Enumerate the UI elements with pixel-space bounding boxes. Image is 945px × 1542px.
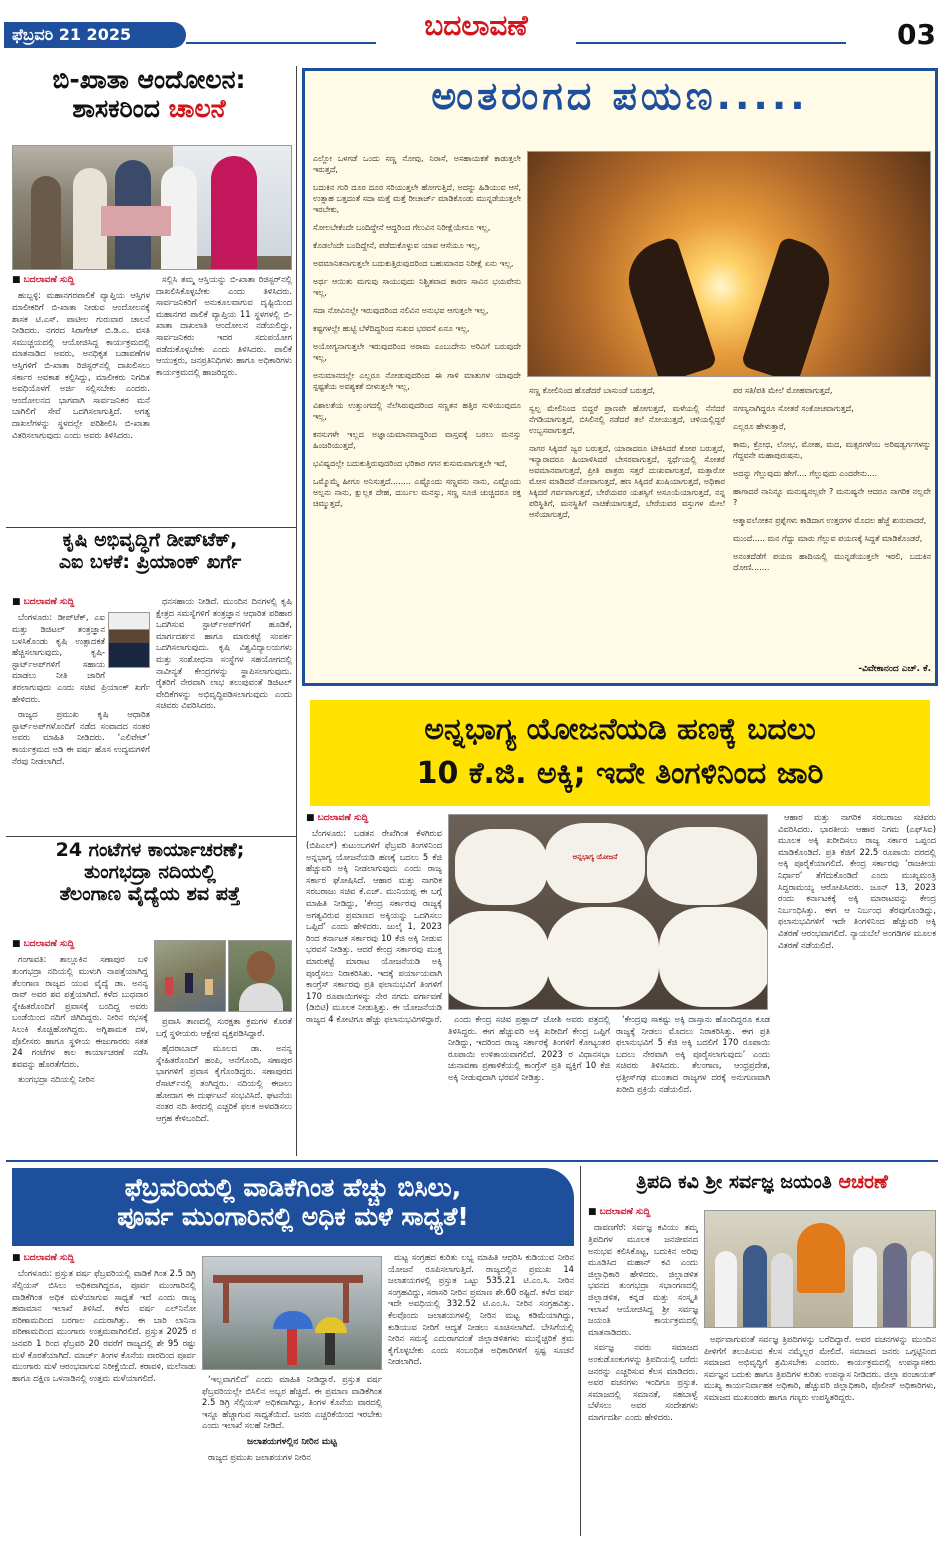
poem-col-3: ಪರ ಸತಿ/ಪತಿ ಮೇಲೆ ಮೋಹವಾಗುತ್ತದೆ, ನಗಣ್ಯನಾಗಿದ್ದರೂ ಸೋತರೆ ಸಂಕೋಚವಾಗುತ್ತದೆ, ಎಲ್ಲರೂ ಹೇಳುತ್ತಾರೆ, ಕಾಮ, ಕ್ರೋಧ, ಲೋಭ, ಮೋಹ, ಮದ, ಮತ್ಸರಗಳೆಂಬ ಅರಿಷಡ್ವರ್ಗಗಳನ್ನು ಗೆದ್ದವನೇ ಮಹಾಪುರುಷನು, ಅದನ್ನು ಗೆಲ್ಲುವುದು ಹೇಗೆ.... ಗೆಲ್ಲುವುದು ಎಂದರೇನು.... ಹಾಗಾದರೆ ನಾನಿನ್ನೂ ಮನುಷ್ಯನಲ್ಲವೇ ? ಮನುಷ್ಯನೇ ಆದರೂ ನಾಗರಿಕ ನಲ್ಲವೇ ? ಆತ್ಮಾವಲೋಕನ ಪ್ರಶ್ನೆಗಳು ಕಾಡಿದಾಗ ಉತ್ತರಗಳ ಮೊದಲ ಹೆಜ್ಜೆ ಶುರುವಾದರೆ, ಮುಂದೆ..... ಮನ ಗೆದ್ದು ಮಾರು ಗೆಲ್ಲುವ ಪಯಣಕ್ಕೆ ಸಿದ್ದತೆ ಮಾಡಿಕೊಂಡರೆ, ಅನಂತದೆಡೆಗೆ ಪಯಣ ಹಾದಿಯಲ್ಲಿ ಮುನ್ನಡೆಯುತ್ತಲೇ ಇರಲಿ, ಬದುಕಿನ ದೋಣಿ....... bbox=[733, 386, 931, 573]
poem-col-2: ಸಣ್ಣ ಕೋಲಿನಿಂದ ಹೊಡೆದರೆ ಬಾಸುಂಡೆ ಬರುತ್ತದೆ, ಸ್ವಲ್ಪ ಮೇಲಿನಿಂದ ಬಿದ್ದರೆ ಪ್ರಾಣವೇ ಹೋಗುತ್ತದೆ, ಮಳೆಯಲ್ಲಿ ನೆನೆದರೆ ನೆಗಡಿಯಾಗುತ್ತದೆ, ಬಿಸಿಲಿನಲ್ಲಿ ನಡೆದರೆ ತಲೆ ನೋಯುತ್ತದೆ, ಚಳಿಯಲ್ಲಿದ್ದರೆ ಉಬ್ಬಸವಾಗುತ್ತದೆ, ನಾಗರ ಸಿಕ್ಕಿದರೆ ಜ್ವರ ಬರುತ್ತದೆ, ಯಾರಾದರೂ ಟೀಕಿಸಿದರೆ ಕೋಪ ಬರುತ್ತದೆ, ಇನ್ಯಾರಾದರೂ ಹಿಯಾಳಿಸಿದರೆ ಬೇಸರವಾಗುತ್ತದೆ, ಸ್ಪರ್ಧೆಯಲ್ಲಿ ಸೋತರೆ ಅವಮಾನವಾಗುತ್ತದೆ, ಪ್ರೀತಿ ಪಾತ್ರರು ಸತ್ತರೆ ದುಃಖವಾಗುತ್ತದೆ, ಮತ್ತಾರೋ ಮೋಸ ಮಾಡಿದರೆ ನೋವಾಗುತ್ತದೆ, ಹಣ ಸಿಕ್ಕಿದರೆ ಖುಷಿಯಾಗುತ್ತದೆ, ಅಧಿಕಾರ ಸಿಕ್ಕಿದರೆ ಗರ್ವವಾಗುತ್ತದೆ, ಬೇರೆಯವರ ಯಶಸ್ಸಿಗೆ ಅಸೂಯೆಯಾಗುತ್ತದೆ, ನನ್ನ ಪರಿಸ್ಥಿತಿಗೆ, ಮನಸ್ಥಿತಿಗೆ ನಾಚಿಕೆಯಾಗುತ್ತದೆ, ಬೇರೆಯವರ ವಸ್ತುಗಳ ಮೇಲೆ ಆಸೆಯಾಗುತ್ತದೆ, bbox=[529, 386, 725, 520]
poem-title: ಅಂತರಂಗದ ಪಯಣ..... bbox=[431, 74, 809, 118]
anna-bhagya-headline: ಅನ್ನಭಾಗ್ಯ ಯೋಜನೆಯಡಿ ಹಣಕ್ಕೆ ಬದಲು 10 ಕೆ.ಜಿ. ಅಕ್ಕಿ; ಇದೇ ತಿಂಗಳಿನಿಂದ ಜಾರಿ bbox=[310, 700, 930, 806]
weather-col-3: ಮಟ್ಟ ಸಂಗ್ರಹದ ಕುರಿತು ಲಭ್ಯ ಮಾಹಿತಿ ಆಧರಿಸಿ ಕುಡಿಯುವ ನೀರಿನ ಯೋಜನೆ ರೂಪಿಸಲಾಗುತ್ತಿದೆ. ರಾಜ್ಯದಲ್ಲಿನ ಪ್ರಮುಖ 14 ಜಲಾಶಯಗಳಲ್ಲಿ ಪ್ರಸ್ತುತ ಒಟ್ಟು 535.21 ಟಿ.ಎಂ.ಸಿ. ನೀರಿನ ಸಂಗ್ರಹವಿದ್ದು, ಸರಾಸರಿ ನೀರಿನ ಪ್ರಮಾಣ ಶೇ.60 ರಷ್ಟಿದೆ. ಕಳೆದ ವರ್ಷ ಇದೇ ಅವಧಿಯಲ್ಲಿ 332.52 ಟಿ.ಎಂ.ಸಿ. ನೀರಿನ ಸಂಗ್ರಹವಿತ್ತು. ಕೆಲವೊಂದು ಜಲಾಶಯಗಳಲ್ಲಿ ನೀರಿನ ಮಟ್ಟ ಕಡಿಮೆಯಾಗಿದ್ದು, ಕುಡಿಯುವ ನೀರಿಗೆ ಆದ್ಯತೆ ನೀಡಲು ಸೂಚಿಸಲಾಗಿದೆ. ಬೇಸಿಗೆಯಲ್ಲಿ ನೀರಿನ ಸಮಸ್ಯೆ ಎದುರಾಗದಂತೆ ಜಿಲ್ಲಾಡಳಿತಗಳು ಮುನ್ನೆಚ್ಚರಿಕೆ ಕ್ರಮ ಕೈಗೊಳ್ಳಬೇಕು ಎಂದು ಸಂಬಂಧಿತ ಅಧಿಕಾರಿಗಳಿಗೆ ಸ್ಪಷ್ಟ ಸೂಚನೆ ನೀಡಲಾಗಿದೆ. bbox=[388, 1252, 574, 1367]
rain-umbrellas-photo bbox=[202, 1256, 382, 1370]
minister-portrait bbox=[108, 612, 150, 668]
reservoir-subhead: ಜಲಾಶಯಗಳಲ್ಲಿನ ನೀರಿನ ಮಟ್ಟ bbox=[247, 1436, 337, 1447]
divider bbox=[6, 527, 296, 528]
sarvajna-event-photo bbox=[704, 1210, 936, 1328]
issue-date: ಫೆಬ್ರವರಿ 21 2025 bbox=[12, 25, 132, 44]
article-b-khata-headline: ಬಿ-ಖಾತಾ ಆಂದೋಲನ: ಶಾಸಕರಿಂದ ಚಾಲನೆ bbox=[52, 65, 246, 123]
anna-bhagya-col-4: ಆಹಾರ ಮತ್ತು ನಾಗರಿಕ ಸರಬರಾಜು ಸಚಿವರು ವಿವರಿಸಿದರು. ಭಾರತೀಯ ಆಹಾರ ನಿಗಮ (ಎಫ್‌ಸಿಐ) ಮೂಲಕ ಅಕ್ಕಿ ಖರೀದಿಸಲು ರಾಜ್ಯ ಸರ್ಕಾರ ಒಪ್ಪಂದ ಮಾಡಿಕೊಂಡಿದೆ. ಪ್ರತಿ ಕೆಜಿಗೆ 22.5 ರೂಪಾಯಿ ದರದಲ್ಲಿ ಅಕ್ಕಿ ಪೂರೈಕೆಯಾಗಲಿದೆ. ಕೇಂದ್ರ ಸರ್ಕಾರವು ‘ರಾಜಕೀಯ ನಿರ್ಧಾರ’ ತೆಗೆದುಕೊಂಡಿದೆ ಎಂದು ಮುಖ್ಯಮಂತ್ರಿ ಸಿದ್ದರಾಮಯ್ಯ ಆರೋಪಿಸಿದರು. ಜೂನ್ 13, 2023 ರಂದು ಕರ್ನಾಟಕಕ್ಕೆ ಅಕ್ಕಿ ಮಾರಾಟವನ್ನು ಕೇಂದ್ರ ನಿರ್ಬಂಧಿಸಿತ್ತು. ಈಗ ಆ ನಿರ್ಬಂಧ ತೆರವುಗೊಂಡಿದ್ದು, ಫಲಾನುಭವಿಗಳಿಗೆ ಇದೇ ತಿಂಗಳಿನಿಂದ ಹೆಚ್ಚುವರಿ ಅಕ್ಕಿ ವಿತರಣೆ ಆರಂಭವಾಗಲಿದೆ. ನ್ಯಾಯಬೆಲೆ ಅಂಗಡಿಗಳ ಮೂಲಕ ವಿತರಣೆ ನಡೆಯಲಿದೆ. bbox=[778, 812, 936, 950]
divider bbox=[296, 66, 297, 1156]
article-agri-tech-headline: ಕೃಷಿ ಅಭಿವೃದ್ಧಿಗೆ ಡೀಪ್‌ಟೆಕ್, ಎಐ ಬಳಕೆ: ಪ್ರಿಯಾಂಕ್ ಖರ್ಗೆ bbox=[58, 529, 242, 573]
sarvajna-col-2: ಅರ್ಥವಾಗುವಂತೆ ಸರ್ವಜ್ಞ ತ್ರಿಪದಿಗಳನ್ನು ಬರೆದಿದ್ದಾರೆ. ಅವರ ವಚನಗಳನ್ನು ಮುಂದಿನ ಪೀಳಿಗೆಗೆ ತಲುಪಿಸುವ ಕೆಲಸ ನಮ್ಮೆಲ್ಲರ ಮೇಲಿದೆ. ಸಮಾಜದ ಜನರು ಒಗ್ಗಟ್ಟಿನಿಂದ ಸಮಾಜದ ಅಭಿವೃದ್ಧಿಗೆ ಶ್ರಮಿಸಬೇಕು ಎಂದರು. ಕಾರ್ಯಕ್ರಮದಲ್ಲಿ ಉಪನ್ಯಾಸಕರು ಸರ್ವಜ್ಞನ ಬದುಕು ಹಾಗೂ ತ್ರಿಪದಿಗಳ ಕುರಿತು ಉಪನ್ಯಾಸ ನೀಡಿದರು. ಜಿಲ್ಲಾ ಪಂಚಾಯತ್ ಮುಖ್ಯ ಕಾರ್ಯನಿರ್ವಾಹಕ ಅಧಿಕಾರಿ, ಹೆಚ್ಚುವರಿ ಜಿಲ್ಲಾಧಿಕಾರಿ, ಪೊಲೀಸ್ ಅಧಿಕಾರಿಗಳು, ಸಮಾಜದ ಮುಖಂಡರು ಹಾಗೂ ಗಣ್ಯರು ಉಪಸ್ಥಿತರಿದ್ದರು. bbox=[704, 1334, 936, 1402]
poem-col-1: ಎಲ್ಲೋ ಒಳಗಡೆ ಒಂದು ಸಣ್ಣ ನೋವು, ನಿರಾಸೆ, ಅಸಹಾಯಕತೆ ಕಾಡುತ್ತಲೇ ಇರುತ್ತದೆ, ಬದುಕಿನ ಗುರಿ ದೂರ ದೂರ ಸರಿಯುತ್ತಲೇ ಹೋಗುತ್ತಿದೆ, ಅದನ್ನು ಹಿಡಿಯುವ ಆಸೆ, ಉತ್ಸಾಹ ಬತ್ತದಂತೆ ಸದಾ ಮತ್ತೆ ಮತ್ತೆ ರೀಚಾರ್ಜ್ ಮಾಡಿಕೊಂಡು ಮುನ್ನಡೆಯುತ್ತಲೇ ಇರಬೇಕು, ಸೋಲಬೇಕೆಂದೇ ಬಂದಿದ್ದೇನೆ ಆದ್ದರಿಂದ ಗೆಲುವಿನ ನಿರೀಕ್ಷೆಯೇನೂ ಇಲ್ಲ, ಕೊಡಲೆಂದೇ ಬಂದಿದ್ದೇನೆ, ಪಡೆದುಕೊಳ್ಳುವ ಯಾವ ಆಸೆಯೂ ಇಲ್ಲ, ಅವಮಾನಿತನಾಗುತ್ತಲೇ ಬದುಕುತ್ತಿರುವುದರಿಂದ ಬಹುಮಾನದ ನಿರೀಕ್ಷೆ ಏನು ಇಲ್ಲ, ಅರ್ಥ ಆಯಿತು ಮಗುವು ಸಾಯುವುದು ನಿಶ್ಚಿತವಾದ ಕಾರಣ ಸಾವಿನ ಭಯವೇನು ಇಲ್ಲ, ಸದಾ ನೋವಿನಲ್ಲೇ ಇರುವುದರಿಂದ ನಲಿವಿನ ಅನುಭವ ಆಗುತ್ತಲೇ ಇಲ್ಲ, ಕಷ್ಟಗಳಲ್ಲೇ ಹುಟ್ಟಿ ಬೆಳೆದಿದ್ದರಿಂದ ಸುಖದ ಭರವಸೆ ಏನೂ ಇಲ್ಲ, ಅಯೋಗ್ಯನಾಗುತ್ತಲೇ ಇರುವುದರಿಂದ ಅರಾಮ ಎಂಬುದೇನು ಅರಿವಿಗೆ ಬರುವುದೇ ಇಲ್ಲ, ಅನುಮಾನದಲ್ಲೇ ಎಲ್ಲರೂ ನೋಡುವುದರಿಂದ ಈ ಗಾಳಿ ಮಾತುಗಳ ಯಾವುದೇ ಸ್ಪಷ್ಟತೆಯ ಅವಶ್ಯಕತೆ ಬೀಳುತ್ತಲೇ ಇಲ್ಲ, ವಿಶಾಲತೆಯ ಉತ್ತುಂಗದಲ್ಲಿ ನೆಲೆಸಿರುವುದರಿಂದ ಸಣ್ಣತನ ಹತ್ತಿರ ಸುಳಿಯುವುದೂ ಇಲ್ಲ, ಕನಸುಗಳೇ ಇಲ್ಲದ ಅಜ್ಞಾಯಮಾನವಾದ್ದರಿಂದ ವಾಸ್ತವಕ್ಕೆ ಬರಲು ಮನಸ್ಸು ಹಿಂಜರಿಯುತ್ತದೆ, ಭವಿಷ್ಯದಲ್ಲೇ ಬದುಕುತ್ತಿರುವುದರಿಂದ ಭರಿಕಾರ ಗಗನ ಕುಸುಮವಾಗುತ್ತಲೇ ಇದೆ, ಒಮ್ಮೊಮ್ಮೆ ಹೀಗೂ ಅನಿಸುತ್ತದೆ........ ಎಷ್ಟೊಂದು ಸಣ್ಣವನು ನಾನು, ಎಷ್ಟೊಂದು ಅಲ್ಪನು ನಾನು, ಕ್ಷುಲ್ಲಕ ದೇಹ, ದುರ್ಬಲ ಮನಸ್ಸು, ಸಣ್ಣ ಸೂಜಿ ಚುಚ್ಚಿದರೂ ರಕ್ತ ಚಿಮ್ಮುತ್ತದೆ, bbox=[313, 154, 521, 508]
rice-bags-photo: ಅನ್ನಭಾಗ್ಯ ಯೋಜನೆ bbox=[448, 814, 768, 1010]
anna-bhagya-col-3: ‘ಕೇಂದ್ರವು ಸಾಕಷ್ಟು ಅಕ್ಕಿ ದಾಸ್ತಾನು ಹೊಂದಿದ್ದರೂ ಕೂಡ ರಾಜ್ಯಕ್ಕೆ ನೀಡಲು ಮೊದಲು ನಿರಾಕರಿಸಿತ್ತು. ಈಗ ಪ್ರತಿ ಫಲಾನುಭವಿಗೆ 5 ಕೆಜಿ ಅಕ್ಕಿ ಬದಲಿಗೆ 170 ರೂಪಾಯಿ ಬದಲು ನೇರವಾಗಿ ಅಕ್ಕಿ ಪೂರೈಸಲಾಗುವುದು’ ಎಂದು ಸಚಿವರು ತಿಳಿಸಿದರು. ತೆಲಂಗಾಣ, ಆಂಧ್ರಪ್ರದೇಶ, ಛತ್ತೀಸ್‌ಗಢ ಮುಂತಾದ ರಾಜ್ಯಗಳ ದರಕ್ಕೆ ಅನುಗುಣವಾಗಿ ಖರೀದಿ ಪ್ರಕ್ರಿಯೆ ನಡೆಯಲಿದೆ. bbox=[616, 1014, 770, 1094]
b-khata-col-2: ಸಲ್ಲಿಸಿ ತಮ್ಮ ಆಸ್ತಿಯನ್ನು ಬಿ-ಖಾತಾ ರಿಜಿಸ್ಟರ್‌ನಲ್ಲಿ ದಾಖಲಿಸಿಕೊಳ್ಳಬೇಕು ಎಂದು ತಿಳಿಸಿದರು. ಸಾರ್ವಜನಿಕರಿಗೆ ಅನುಕೂಲವಾಗುವ ದೃಷ್ಟಿಯಿಂದ ಮಹಾನಗರ ಪಾಲಿಕೆ ವ್ಯಾಪ್ತಿಯ 11 ಸ್ಥಳಗಳಲ್ಲಿ ಬಿ-ಖಾತಾ ದಾಖಲಾತಿ ಆಂದೋಲನ ನಡೆಯಲಿದ್ದು, ಸಾರ್ವಜನಿಕರು ಇದರ ಸದುಪಯೋಗ ಪಡೆದುಕೊಳ್ಳಬೇಕು ಎಂದು ತಿಳಿಸಿದರು. ಪಾಲಿಕೆ ಆಯುಕ್ತರು, ಜನಪ್ರತಿನಿಧಿಗಳು ಹಾಗೂ ಅಧಿಕಾರಿಗಳು ಕಾರ್ಯಕ್ರಮದಲ್ಲಿ ಹಾಜರಿದ್ದರು. bbox=[156, 274, 292, 377]
anna-bhagya-col-1: ■ ಬದಲಾವಣೆ ಸುದ್ದಿ ಬೆಂಗಳೂರು: ಬಡತನ ರೇಖೆಗಿಂತ ಕೆಳಗಿರುವ (ಬಿಪಿಎಲ್) ಕುಟುಂಬಗಳಿಗೆ ಫೆಬ್ರವರಿ ತಿಂಗಳಿನಿಂದ ಅನ್ನಭಾಗ್ಯ ಯೋಜನೆಯಡಿ ಹಣಕ್ಕೆ ಬದಲು 5 ಕೆಜಿ ಹೆಚ್ಚುವರಿ ಅಕ್ಕಿ ನೀಡಲಾಗುವುದು ಎಂದು ರಾಜ್ಯ ಸರ್ಕಾರ ಘೋಷಿಸಿದೆ. ಆಹಾರ ಮತ್ತು ನಾಗರಿಕ ಸರಬರಾಜು ಸಚಿವ ಕೆ.ಎಚ್. ಮುನಿಯಪ್ಪ ಈ ಬಗ್ಗೆ ಮಾಹಿತಿ ನೀಡಿದ್ದು, ‘ಕೇಂದ್ರ ಸರ್ಕಾರವು ರಾಜ್ಯಕ್ಕೆ ಅಗತ್ಯವಿರುವ ಪ್ರಮಾಣದ ಅಕ್ಕಿಯನ್ನು ಒದಗಿಸಲು ಒಪ್ಪಿದೆ’ ಎಂದು ಹೇಳಿದರು. ಜುಲೈ 1, 2023 ರಿಂದ ಕರ್ನಾಟಕ ಸರ್ಕಾರವು 10 ಕೆಜಿ ಅಕ್ಕಿ ನೀಡುವ ಭರವಸೆ ನೀಡಿತ್ತು. ಆದರೆ ಕೇಂದ್ರ ಸರ್ಕಾರವು ಮುಕ್ತ ಮಾರುಕಟ್ಟೆ ಮಾರಾಟ ಯೋಜನೆಯಡಿ ಅಕ್ಕಿ ಪೂರೈಸಲು ನಿರಾಕರಿಸಿತು. ಇದಕ್ಕೆ ಪರ್ಯಾಯವಾಗಿ ಕಾಂಗ್ರೆಸ್ ಸರ್ಕಾರವು ಪ್ರತಿ ಫಲಾನುಭವಿಗೆ ತಿಂಗಳಿಗೆ 170 ರೂಪಾಯಿಗಳನ್ನು ನೇರ ನಗದು ವರ್ಗಾವಣೆ (ಡಿಬಿಟಿ) ಮೂಲಕ ನೀಡುತ್ತಿತ್ತು. ಈ ಯೋಜನೆಯಡಿ ರಾಜ್ಯದ 4 ಕೋಟಿಗೂ ಹೆಚ್ಚು ಫಲಾನುಭವಿಗಳಿದ್ದಾರೆ. bbox=[306, 812, 442, 1156]
page-header bbox=[0, 0, 945, 62]
weather-col-2: ‘ಇಲ್ಲವಾಗಲಿದೆ’ ಎಂದು ಮಾಹಿತಿ ನೀಡಿದ್ದಾರೆ. ಪ್ರಸ್ತುತ ವರ್ಷ ಫೆಬ್ರವರಿಯಲ್ಲೇ ಬಿಸಿಲಿನ ಅಬ್ಬರ ಹೆಚ್ಚಿದೆ. ಈ ಪ್ರಮಾಣ ವಾಡಿಕೆಗಿಂತ 2.5 ಡಿಗ್ರಿ ಸೆಲ್ಸಿಯಸ್ ಅಧಿಕವಾಗಿದ್ದು, ತಿಂಗಳ ಕೊನೆಯ ವಾರದಲ್ಲಿ ಇನ್ನೂ ಹೆಚ್ಚಾಗುವ ಸಾಧ್ಯತೆಯಿದೆ. ಜನರು ಎಚ್ಚರಿಕೆಯಿಂದ ಇರಬೇಕು ಎಂದು ಇಲಾಖೆ ಸಲಹೆ ನೀಡಿದೆ. ಜಲಾಶಯಗಳಲ್ಲಿನ ನೀರಿನ ಮಟ್ಟ ರಾಜ್ಯದ ಪ್ರಮುಖ ಜಲಾಶಯಗಳ ನೀರಿನ bbox=[202, 1374, 382, 1463]
sarvajna-col-1: ■ ಬದಲಾವಣೆ ಸುದ್ದಿ ದಾವಣಗೆರೆ: ಸರ್ವಜ್ಞ ಕವಿಯು ತಮ್ಮ ತ್ರಿಪದಿಗಳ ಮೂಲಕ ಜನಜೀವನದ ಅನುಭವ ಕಲಿಸಿಕೊಟ್ಟ, ಬದುಕಿನ ಅರಿವು ಮೂಡಿಸಿದ ಮಹಾನ್ ಕವಿ ಎಂದು ಜಿಲ್ಲಾಧಿಕಾರಿ ಹೇಳಿದರು. ಜಿಲ್ಲಾಡಳಿತ ಭವನದ ತುಂಗಭದ್ರಾ ಸಭಾಂಗಣದಲ್ಲಿ ಜಿಲ್ಲಾಡಳಿತ, ಕನ್ನಡ ಮತ್ತು ಸಂಸ್ಕೃತಿ ಇಲಾಖೆ ಆಯೋಜಿಸಿದ್ದ ಶ್ರೀ ಸರ್ವಜ್ಞ ಜಯಂತಿ ಕಾರ್ಯಕ್ರಮದಲ್ಲಿ ಮಾತನಾಡಿದರು. ಸರ್ವಜ್ಞ ನವರು ಸಮಾಜದ ಅಂಕುಡೊಂಕುಗಳನ್ನು ತ್ರಿಪದಿಯಲ್ಲಿ ಬರೆದು ಜನರನ್ನು ಎಚ್ಚರಿಸುವ ಕೆಲಸ ಮಾಡಿದರು. ಅವರ ವಚನಗಳು ಇಂದಿಗೂ ಪ್ರಸ್ತುತ. ಸಮಾಜದಲ್ಲಿ ಸಮಾನತೆ, ಸಹಬಾಳ್ವೆ ಬೆಳೆಸಲು ಅವರ ಸಂದೇಶಗಳು ಮಾರ್ಗದರ್ಶಿ ಎಂದು ಹೇಳಿದರು. bbox=[588, 1206, 698, 1536]
tungabhadra-col-2: ಪ್ರವಾಸಿ ತಾಣದಲ್ಲಿ ಸುರಕ್ಷತಾ ಕ್ರಮಗಳ ಕೊರತೆ ಬಗ್ಗೆ ಸ್ಥಳೀಯರು ಆಕ್ಷೇಪ ವ್ಯಕ್ತಪಡಿಸಿದ್ದಾರೆ. ಹೈದರಾಬಾದ್ ಮೂಲದ ಡಾ. ಅನನ್ಯ ಸ್ನೇಹಿತರೊಂದಿಗೆ ಹಂಪಿ, ಆನೆಗೊಂದಿ, ಸಣಾಪುರ ಭಾಗಗಳಿಗೆ ಪ್ರವಾಸ ಕೈಗೊಂಡಿದ್ದರು. ಸಣಾಪುರದ ರೆಸಾರ್ಟ್‌ನಲ್ಲಿ ತಂಗಿದ್ದರು. ನದಿಯಲ್ಲಿ ಈಜಲು ಹೋದಾಗ ಈ ದುರ್ಘಟನೆ ಸಂಭವಿಸಿದೆ. ಘಟನೆಯ ನಂತರ ನದಿ ತೀರದಲ್ಲಿ ಎಚ್ಚರಿಕೆ ಫಲಕ ಅಳವಡಿಸಲು ಆಗ್ರಹ ಕೇಳಿಬಂದಿದೆ. bbox=[156, 1016, 292, 1123]
divider bbox=[580, 1166, 581, 1536]
b-khata-photo bbox=[12, 145, 292, 270]
agri-tech-col-2: ಧನಸಹಾಯ ನೀಡಿದೆ. ಮುಂದಿನ ದಿನಗಳಲ್ಲಿ ಕೃಷಿ ಕ್ಷೇತ್ರದ ಸಮಸ್ಯೆಗಳಿಗೆ ತಂತ್ರಜ್ಞಾನ ಆಧಾರಿತ ಪರಿಹಾರ ಒದಗಿಸುವ ಸ್ಟಾರ್ಟ್‌ಅಪ್‌ಗಳಿಗೆ ಹೂಡಿಕೆ, ಮಾರ್ಗದರ್ಶನ ಹಾಗೂ ಮಾರುಕಟ್ಟೆ ಸಂಪರ್ಕ ಒದಗಿಸಲಾಗುವುದು. ಕೃಷಿ ವಿಶ್ವವಿದ್ಯಾಲಯಗಳು ಮತ್ತು ಸಂಶೋಧನಾ ಸಂಸ್ಥೆಗಳ ಸಹಯೋಗದಲ್ಲಿ ನಾವೀನ್ಯತೆ ಕೇಂದ್ರಗಳನ್ನು ಸ್ಥಾಪಿಸಲಾಗುವುದು. ರೈತರಿಗೆ ನೇರವಾಗಿ ಲಾಭ ತಲುಪುವಂತೆ ಡಿಜಿಟಲ್ ವೇದಿಕೆಗಳನ್ನು ಅಭಿವೃದ್ಧಿಪಡಿಸಲಾಗುವುದು ಎಂದು ಸಚಿವರು ವಿವರಿಸಿದರು. bbox=[156, 596, 292, 711]
divider bbox=[6, 836, 296, 837]
divider bbox=[6, 1160, 938, 1162]
agri-tech-col-1: ■ ಬದಲಾವಣೆ ಸುದ್ದಿ ಬೆಂಗಳೂರು: ಡೀಪ್‌ಟೆಕ್, ಎಐ ಮತ್ತು ಡಿಜಿಟಲ್ ತಂತ್ರಜ್ಞಾನ ಬಳಸಿಕೊಂಡು ಕೃಷಿ ಉತ್ಪಾದಕತೆ ಹೆಚ್ಚಿಸಲಾಗುವುದು, ಕೃಷಿ-ಸ್ಟಾರ್ಟ್‌ಅಪ್‌ಗಳಿಗೆ ಸಹಾಯ ಮಾಡಲು ನೀತಿ ಜಾರಿಗೆ ತರಲಾಗುವುದು ಎಂದು ಸಚಿವ ಪ್ರಿಯಾಂಕ್ ಖರ್ಗೆ ಹೇಳಿದರು. ರಾಜ್ಯದ ಪ್ರಮುಖ ಕೃಷಿ ಆಧಾರಿತ ಸ್ಟಾರ್ಟ್‌ಅಪ್‌ಗಳೊಂದಿಗೆ ನಡೆದ ಸಂವಾದದ ನಂತರ ಅವರು ಮಾಹಿತಿ ನೀಡಿದರು. ‘ಎಲಿವೇಟ್’ ಕಾರ್ಯಕ್ರಮದ ಅಡಿ ಈ ವರ್ಷ ಹೊಸ ಉದ್ಯಮಗಳಿಗೆ ನೆರವು ನೀಡಲಾಗಿದೆ. bbox=[12, 596, 150, 832]
doctor-portrait bbox=[228, 940, 292, 1012]
river-rescue-photo bbox=[154, 940, 226, 1012]
poem-box bbox=[302, 68, 938, 686]
date-tab bbox=[4, 22, 186, 48]
anna-bhagya-col-2: ಎಂದು ಕೇಂದ್ರ ಸಚಿವ ಪ್ರಹ್ಲಾದ್ ಜೋಶಿ ಅವರು ಪತ್ರದಲ್ಲಿ ತಿಳಿಸಿದ್ದರು. ಈಗ ಹೆಚ್ಚುವರಿ ಅಕ್ಕಿ ಖರೀದಿಗೆ ಕೇಂದ್ರ ಒಪ್ಪಿಗೆ ನೀಡಿದ್ದು, ಇದರಿಂದ ರಾಜ್ಯ ಸರ್ಕಾರಕ್ಕೆ ತಿಂಗಳಿಗೆ ಕೋಟ್ಯಂತರ ರೂಪಾಯಿ ಉಳಿತಾಯವಾಗಲಿದೆ. 2023 ರ ವಿಧಾನಸಭಾ ಚುನಾವಣಾ ಪ್ರಣಾಳಿಕೆಯಲ್ಲಿ ಕಾಂಗ್ರೆಸ್ ಪ್ರತಿ ವ್ಯಕ್ತಿಗೆ 10 ಕೆಜಿ ಅಕ್ಕಿ ನೀಡುವುದಾಗಿ ಭರವಸೆ ನೀಡಿತ್ತು. bbox=[448, 1014, 610, 1082]
masthead: ಬದಲಾವಣೆ bbox=[376, 8, 576, 44]
tungabhadra-col-1: ■ ಬದಲಾವಣೆ ಸುದ್ದಿ ಗಂಗಾವತಿ: ತಾಲ್ಲೂಕಿನ ಸಣಾಪುರ ಬಳಿ ತುಂಗಭದ್ರಾ ನದಿಯಲ್ಲಿ ಮುಳುಗಿ ನಾಪತ್ತೆಯಾಗಿದ್ದ ತೆಲಂಗಾಣ ರಾಜ್ಯದ ಯುವ ವೈದ್ಯೆ ಡಾ. ಅನನ್ಯ ರಾವ್ ಅವರ ಶವ ಪತ್ತೆಯಾಗಿದೆ. ಕಳೆದ ಬುಧವಾರ ಸ್ನೇಹಿತರೊಂದಿಗೆ ಪ್ರವಾಸಕ್ಕೆ ಬಂದಿದ್ದ ಅವರು ಬಂಡೆಯಿಂದ ನದಿಗೆ ಜಿಗಿದಿದ್ದರು. ನೀರಿನ ರಭಸಕ್ಕೆ ಸಿಲುಕಿ ಕೊಚ್ಚಿಹೋಗಿದ್ದರು. ಅಗ್ನಿಶಾಮಕ ದಳ, ಪೊಲೀಸರು ಹಾಗೂ ಸ್ಥಳೀಯ ಈಜುಗಾರರು ಸತತ 24 ಗಂಟೆಗಳ ಕಾಲ ಕಾರ್ಯಾಚರಣೆ ನಡೆಸಿ ಶವವನ್ನು ಹೊರತೆಗೆದರು. ತುಂಗಭದ್ರಾ ನದಿಯಲ್ಲಿ ನೀರಿನ bbox=[12, 938, 148, 1152]
b-khata-col-1: ■ ಬದಲಾವಣೆ ಸುದ್ದಿ ಹುಬ್ಬಳ್ಳಿ: ಮಹಾನಗರಪಾಲಿಕೆ ವ್ಯಾಪ್ತಿಯ ಆಸ್ತಿಗಳ ಮಾಲೀಕರಿಗೆ ಬಿ-ಖಾತಾ ನೀಡುವ ಆಂದೋಲನಕ್ಕೆ ಶಾಸಕ ಟಿ.ಎಸ್. ಪಾಟೀಲ ಗುರುವಾರ ಚಾಲನೆ ನೀಡಿದರು. ನಗರದ ಸಿರಾಗೇಟ್ ಬಿ.ಡಿ.ಎ. ವಸತಿ ಸಮುಚ್ಚಯದಲ್ಲಿ ಆಯೋಜಿಸಿದ್ದ ಕಾರ್ಯಕ್ರಮದಲ್ಲಿ ಮಾತನಾಡಿದ ಅವರು, ಅನಧಿಕೃತ ಬಡಾವಣೆಗಳ ಆಸ್ತಿಗಳಿಗೆ ಬಿ-ಖಾತಾ ರಿಜಿಸ್ಟರ್‌ನಲ್ಲಿ ದಾಖಲಿಸಲು ಸರ್ಕಾರ ಅವಕಾಶ ಕಲ್ಪಿಸಿದ್ದು, ಮಾಲೀಕರು ನಿಗದಿತ ಅವಧಿಯೊಳಗೆ ಅರ್ಜಿ ಸಲ್ಲಿಸಬೇಕು ಎಂದರು. ಆಂದೋಲನದ ಭಾಗವಾಗಿ ಸಾರ್ವಜನಿಕರ ಮನೆ ಬಾಗಿಲಿಗೆ ಸೇವೆ ಒದಗಿಸಲಾಗುತ್ತಿದೆ. ಅಗತ್ಯ ದಾಖಲೆಗಳನ್ನು ಸ್ಥಳದಲ್ಲೇ ಪರಿಶೀಲಿಸಿ ಬಿ-ಖಾತಾ ವಿತರಿಸಲಾಗುವುದು ಎಂದು ಅವರು ತಿಳಿಸಿದರು. bbox=[12, 274, 150, 520]
sarvajna-headline: ತ್ರಿಪದಿ ಕವಿ ಶ್ರೀ ಸರ್ವಜ್ಞ ಜಯಂತಿ ಆಚರಣೆ bbox=[636, 1171, 888, 1193]
page-number: 03 bbox=[897, 18, 936, 51]
poem-author: -ವಿವೇಕಾನಂದ ಎಚ್. ಕೆ. bbox=[858, 664, 931, 674]
sunset-hands-photo bbox=[527, 151, 931, 377]
weather-headline: ಫೆಬ್ರವರಿಯಲ್ಲಿ ವಾಡಿಕೆಗಿಂತ ಹೆಚ್ಚು ಬಿಸಿಲು, ಪೂರ್ವ ಮುಂಗಾರಿನಲ್ಲಿ ಅಧಿಕ ಮಳೆ ಸಾಧ್ಯತೆ! bbox=[12, 1168, 574, 1246]
weather-col-1: ■ ಬದಲಾವಣೆ ಸುದ್ದಿ ಬೆಂಗಳೂರು: ಪ್ರಸ್ತುತ ವರ್ಷ ಫೆಬ್ರವರಿಯಲ್ಲಿ ವಾಡಿಕೆ ಗಿಂತ 2.5 ಡಿಗ್ರಿ ಸೆಲ್ಸಿಯಸ್ ಬಿಸಿಲು ಅಧಿಕವಾಗಿದ್ದರೂ, ಪೂರ್ವ ಮುಂಗಾರಿನಲ್ಲಿ ವಾಡಿಕೆಗಿಂತ ಅಧಿಕ ಮಳೆಯಾಗುವ ಸಾಧ್ಯತೆ ಇದೆ ಎಂದು ರಾಜ್ಯ ಹವಾಮಾನ ಇಲಾಖೆ ತಿಳಿಸಿದೆ. ಕಳೆದ ವರ್ಷ ಎಲ್‌ನಿನೋ ಪರಿಣಾಮದಿಂದ ಬರಗಾಲ ಎದುರಾಗಿತ್ತು. ಈ ಬಾರಿ ಲಾನಿನಾ ಪರಿಣಾಮದಿಂದ ಮುಂಗಾರು ಉತ್ತಮವಾಗಿರಲಿದೆ. ಪ್ರಸ್ತುತ 2025 ರ ಜನವರಿ 1 ರಿಂದ ಫೆಬ್ರವರಿ 20 ರವರೆಗೆ ರಾಜ್ಯದಲ್ಲಿ ಶೇ 95 ರಷ್ಟು ಮಳೆ ಕೊರತೆಯಾಗಿದೆ. ಮಾರ್ಚ್ ತಿಂಗಳ ಕೊನೆಯ ವಾರದಿಂದ ಪೂರ್ವ ಮುಂಗಾರು ಮಳೆ ಆರಂಭವಾಗುವ ನಿರೀಕ್ಷೆಯಿದೆ. ಕರಾವಳಿ, ಮಲೆನಾಡು ಹಾಗೂ ದಕ್ಷಿಣ ಒಳನಾಡಿನಲ್ಲಿ ಉತ್ತಮ ಮಳೆಯಾಗಲಿದೆ. bbox=[12, 1252, 196, 1536]
article-tungabhadra-headline: 24 ಗಂಟೆಗಳ ಕಾರ್ಯಾಚರಣೆ; ತುಂಗಭದ್ರಾ ನದಿಯಲ್ಲಿ ತೆಲಂಗಾಣ ವೈದ್ಯೆಯ ಶವ ಪತ್ತೆ bbox=[55, 839, 245, 905]
